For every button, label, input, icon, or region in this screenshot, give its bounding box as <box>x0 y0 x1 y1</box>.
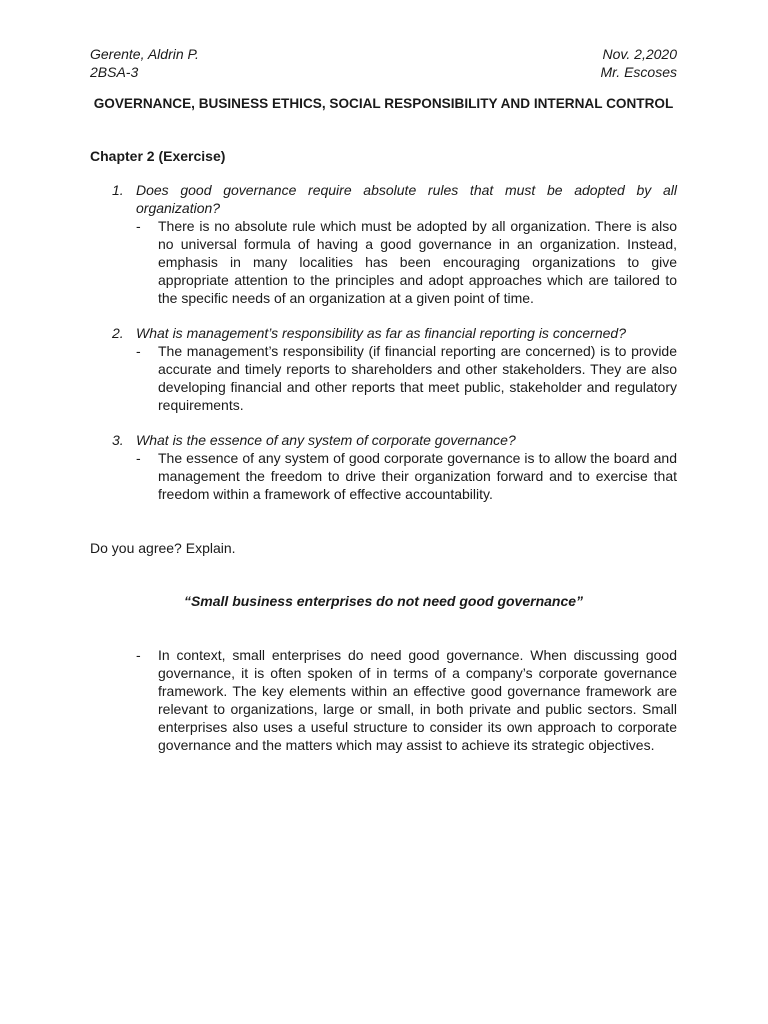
header-row-1 <box>90 45 677 63</box>
answer-bullet: - <box>136 343 141 359</box>
chapter-heading: Chapter 2 (Exercise) <box>90 148 226 164</box>
question-text: What is the essence of any system of corporate governance? <box>136 432 516 448</box>
answer-bullet: - <box>136 450 141 466</box>
question-number: 2. <box>112 325 124 341</box>
document-title: GOVERNANCE, BUSINESS ETHICS, SOCIAL RESPONSIBILITY AND INTERNAL CONTROL <box>93 96 674 111</box>
response-text: In context, small enterprises do need good governance. When discussing good governance, it is often spoken of in terms of a company’s corporate governance framework. The key elements within an effective good governance framework are relevant to organizations, large or small, in both private and public sectors. Small enterprises also uses a useful structure to consider its own approach to corporate governance and the matters which may assist to achieve its strategic objectives. <box>158 647 677 753</box>
header-row-2 <box>90 63 677 81</box>
submission-date: Nov. 2,2020 <box>602 46 677 62</box>
student-name: Gerente, Aldrin P. <box>90 46 199 62</box>
answer-text: The essence of any system of good corporate governance is to allow the board and management the freedom to drive their organization forward and to exercise that freedom within a framework of effective accountability. <box>158 450 677 502</box>
agree-prompt: Do you agree? Explain. <box>90 540 236 556</box>
question-number: 3. <box>112 432 124 448</box>
teacher-name: Mr. Escoses <box>600 64 677 80</box>
question-text: What is management’s responsibility as far as financial reporting is concerned? <box>136 325 626 341</box>
answer-text: There is no absolute rule which must be adopted by all organization. There is also no universal formula of having a good governance in an organization. Instead, emphasis in many localities has been encouraging organizations to give appropriate attention to the principles and adopt approaches which are tailored to the specific needs of an organization at a given point of time. <box>158 218 677 306</box>
question-text: Does good governance require absolute rules that must be adopted by all organization? <box>136 182 677 216</box>
quoted-statement: “Small business enterprises do not need good governance” <box>183 593 584 609</box>
question-number: 1. <box>112 182 124 198</box>
answer-text: The management’s responsibility (if financial reporting are concerned) is to provide accurate and timely reports to shareholders and other stakeholders. They are also developing financial and other reports that meet public, stakeholder and regulatory requirements. <box>158 343 677 413</box>
response-bullet: - <box>136 647 141 663</box>
answer-bullet: - <box>136 218 141 234</box>
student-section: 2BSA-3 <box>90 64 139 80</box>
